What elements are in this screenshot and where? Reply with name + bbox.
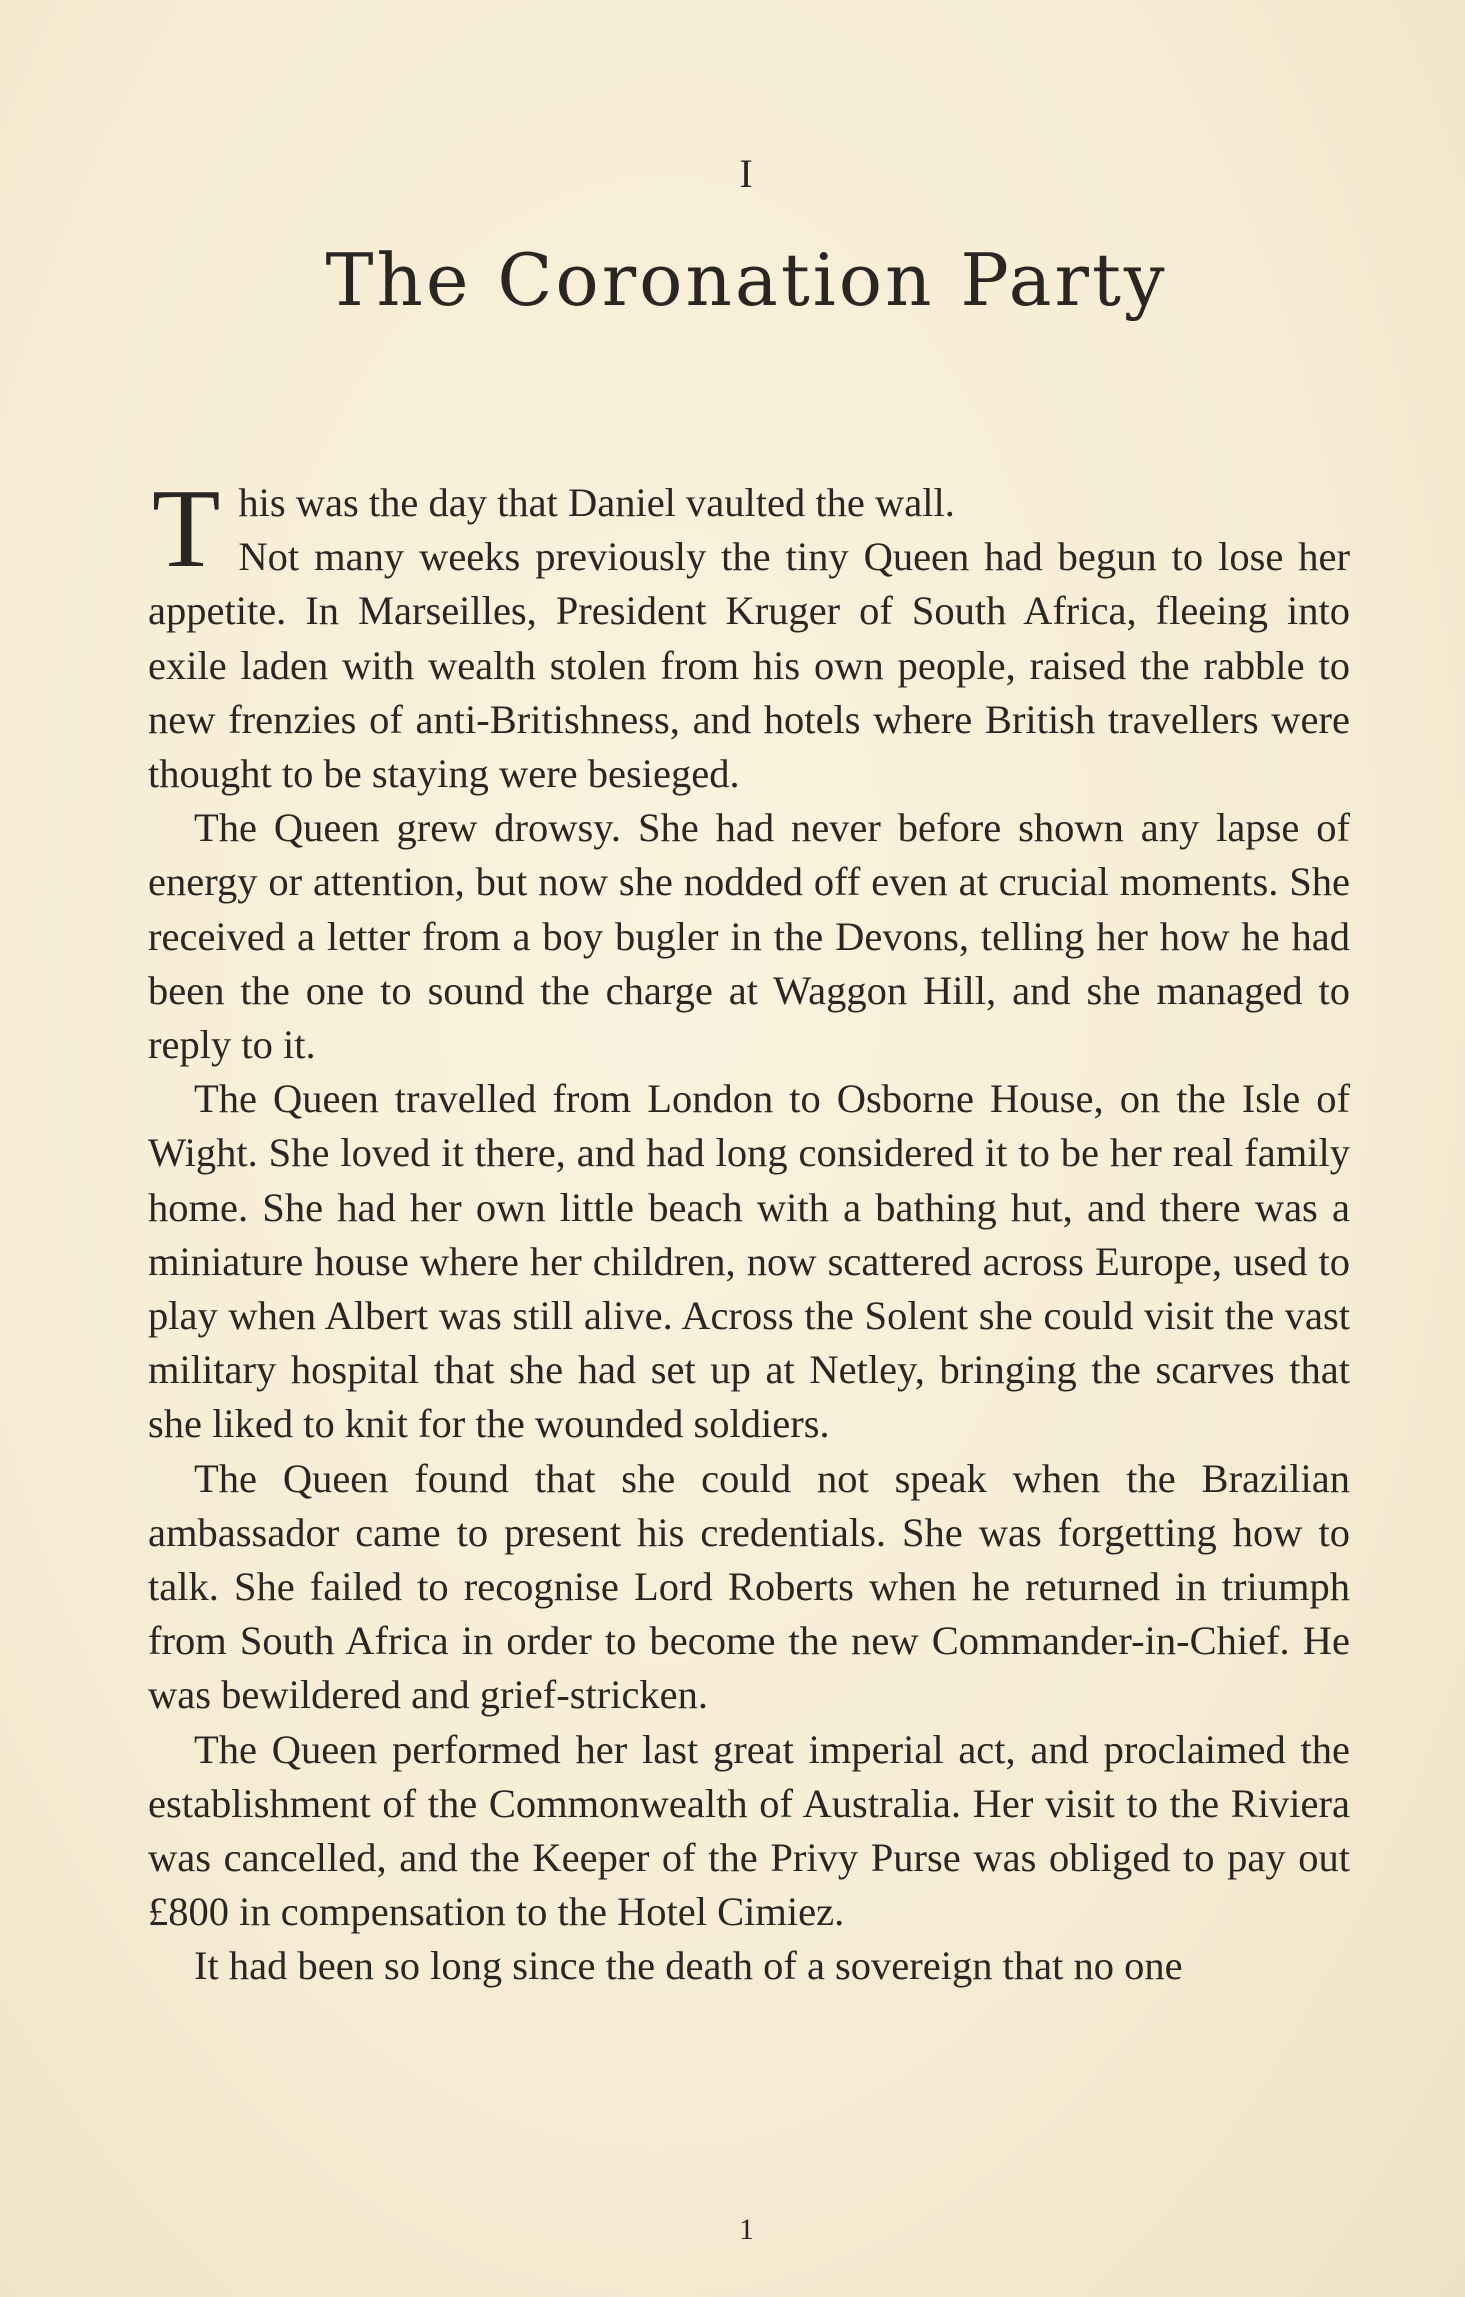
- paragraph-3: The Queen travelled from London to Osborne House, on the Isle of Wight. She loved it there, and had long considered it to be her real family home. She had her own little beach with a bathing hut, and there was a miniature house where her children, now scattered across Europe, used to play when Albert was still alive. Across the Solent she could visit the vast military hospital that she had set up at Netley, bringing the scarves that she liked to knit for the wounded soldiers.: [148, 1076, 1350, 1447]
- opening-line: his was the day that Daniel vaulted the wall.: [238, 480, 955, 525]
- paragraph-6: It had been so long since the death of a sovereign that no one: [194, 1943, 1183, 1989]
- chapter-body: [148, 467, 1350, 1994]
- drop-cap: T: [152, 467, 221, 591]
- page-number: 1: [739, 2213, 754, 2246]
- paragraph-1: Not many weeks previously the tiny Queen had begun to lose her appetite. In Marseilles, President Kruger of South Africa, fleeing into exile laden with wealth stolen from his own people, raised the rabble to new frenzies of anti-Britishness, and hotels where British travellers were thought to be staying were besieged.: [148, 534, 1350, 797]
- paragraph-2: The Queen grew drowsy. She had never before shown any lapse of energy or attention, but now she nodded off even at crucial moments. She received a letter from a boy bugler in the Devons, telling her how he had been the one to sound the charge at Waggon Hill, and she managed to reply to it.: [148, 805, 1350, 1068]
- paragraph-4: The Queen found that she could not speak when the Brazilian ambassador came to present his credentials. She was forgetting how to talk. She failed to recognise Lord Roberts when he returned in triumph from South Africa in order to become the new Commander-in-Chief. He was bewildered and grief-stricken.: [148, 1455, 1350, 1718]
- chapter-number: I: [739, 151, 754, 196]
- chapter-title: The Coronation Party: [325, 238, 1168, 322]
- paragraph-5: The Queen performed her last great imperial act, and proclaimed the establishment of the Commonwealth of Australia. Her visit to the Riviera was cancelled, and the Keeper of the Privy Purse was obliged to pay out £800 in compensation to the Hotel Cimiez.: [148, 1726, 1350, 1935]
- opening-paragraph: [148, 467, 1350, 801]
